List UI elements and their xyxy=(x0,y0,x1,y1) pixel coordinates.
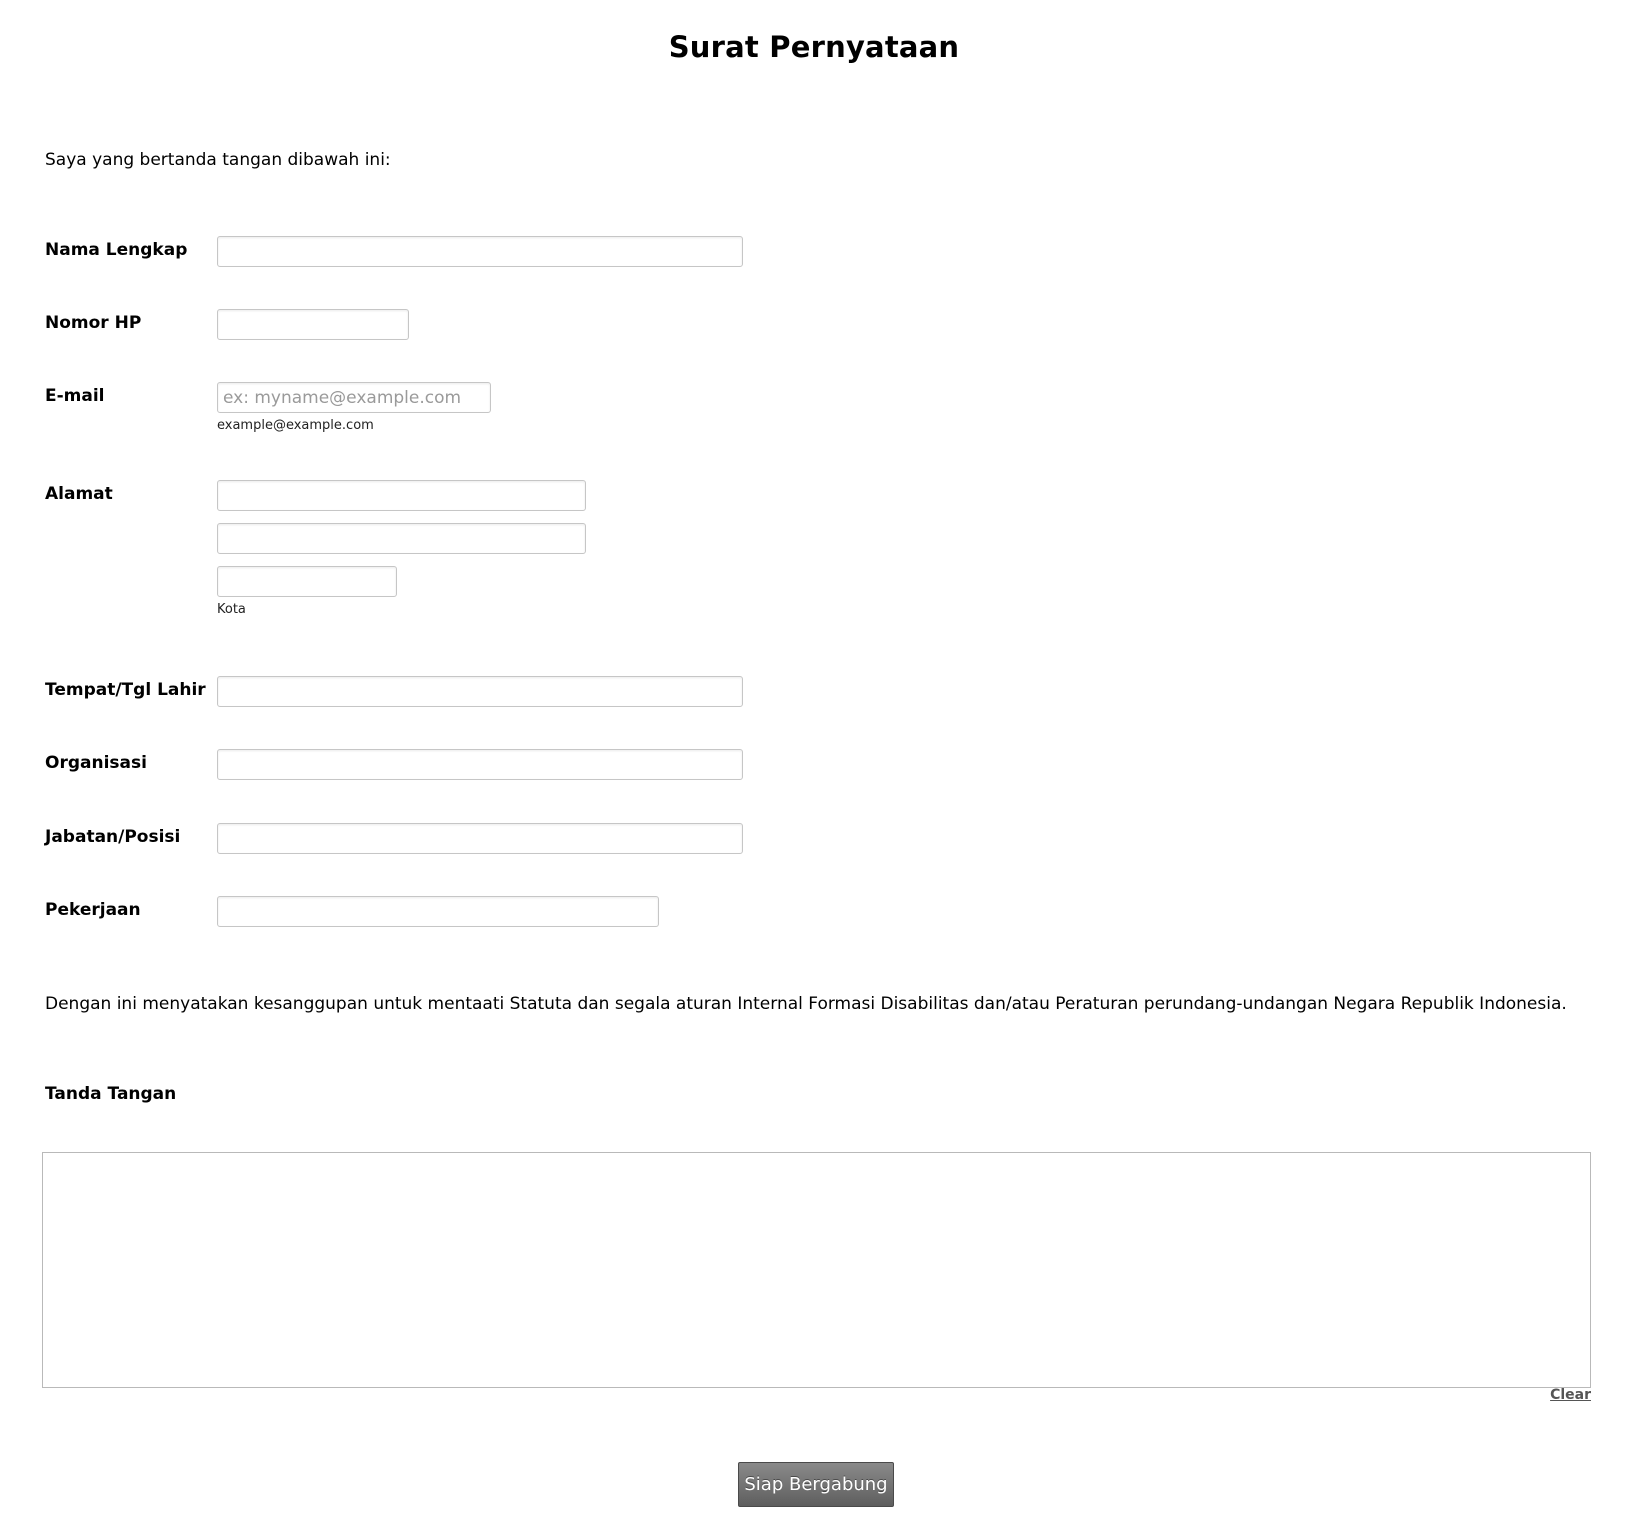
nomor-hp-input[interactable] xyxy=(217,309,409,340)
alamat-label: Alamat xyxy=(45,484,113,504)
signature-pad[interactable] xyxy=(42,1152,1591,1388)
tempat-tgl-lahir-label: Tempat/Tgl Lahir xyxy=(45,680,206,700)
nomor-hp-label: Nomor HP xyxy=(45,313,142,333)
email-input[interactable] xyxy=(217,382,491,413)
email-label: E-mail xyxy=(45,386,105,406)
organisasi-label: Organisasi xyxy=(45,753,147,773)
alamat-line1-input[interactable] xyxy=(217,480,586,511)
kota-sublabel: Kota xyxy=(217,602,246,617)
intro-text: Saya yang bertanda tangan dibawah ini: xyxy=(45,150,391,170)
kota-input[interactable] xyxy=(217,566,397,597)
alamat-line2-input[interactable] xyxy=(217,523,586,554)
pekerjaan-input[interactable] xyxy=(217,896,659,927)
tanda-tangan-label: Tanda Tangan xyxy=(45,1084,177,1104)
jabatan-posisi-label: Jabatan/Posisi xyxy=(45,827,181,847)
submit-button[interactable]: Siap Bergabung xyxy=(738,1462,894,1507)
pekerjaan-label: Pekerjaan xyxy=(45,900,141,920)
statement-text: Dengan ini menyatakan kesanggupan untuk mentaati Statuta dan segala aturan Internal Formasi Disabilitas dan/atau Peraturan perundang-undangan Negara Republik Indonesia. xyxy=(45,994,1567,1014)
jabatan-posisi-input[interactable] xyxy=(217,823,743,854)
nama-lengkap-label: Nama Lengkap xyxy=(45,240,188,260)
page-title: Surat Pernyataan xyxy=(668,30,960,64)
nama-lengkap-input[interactable] xyxy=(217,236,743,267)
email-sublabel: example@example.com xyxy=(217,418,374,433)
tempat-tgl-lahir-input[interactable] xyxy=(217,676,743,707)
clear-signature-link[interactable]: Clear xyxy=(1550,1387,1591,1403)
organisasi-input[interactable] xyxy=(217,749,743,780)
